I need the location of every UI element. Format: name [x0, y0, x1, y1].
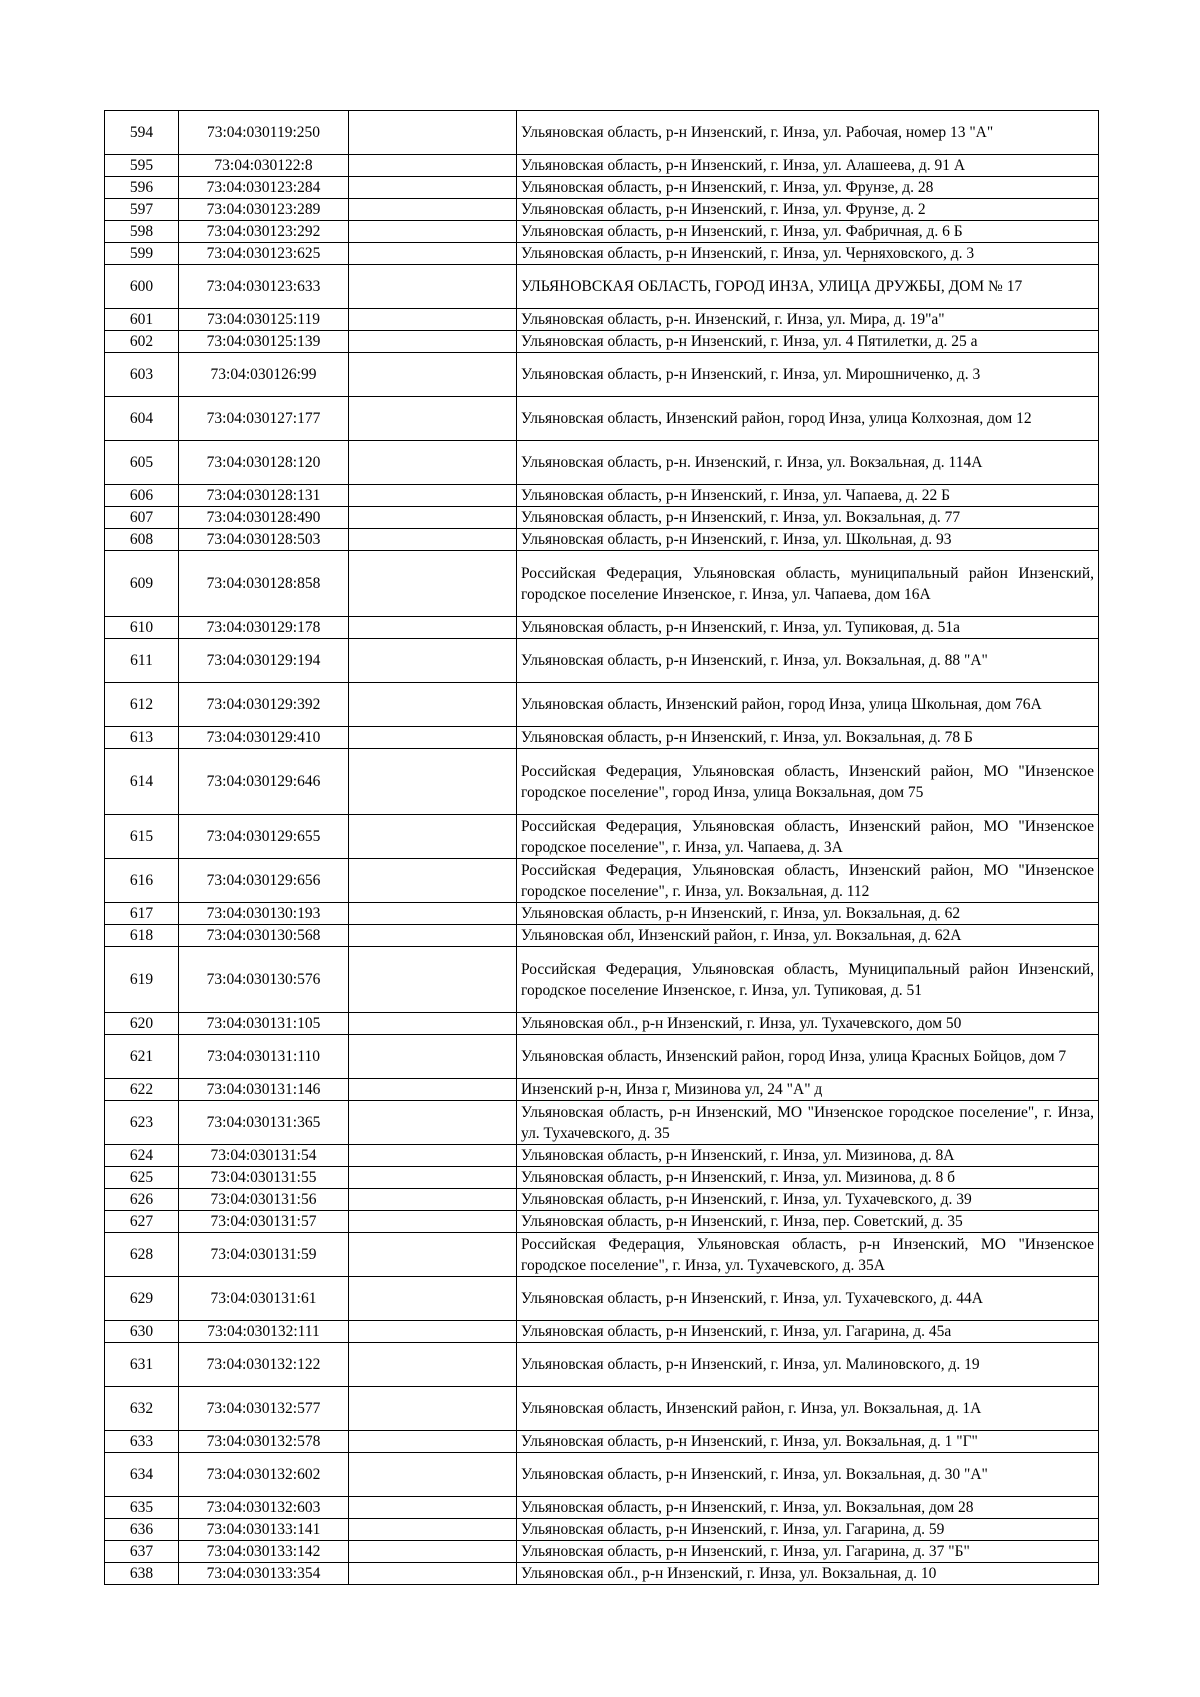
cadastral-number-cell: 73:04:030132:577	[179, 1387, 349, 1431]
table-row	[105, 749, 1099, 815]
table-row	[105, 1497, 1099, 1519]
address-cell: Ульяновская область, р-н Инзенский, г. Инза, ул. Алашеева, д. 91 А	[517, 155, 1099, 177]
table-row	[105, 903, 1099, 925]
cadastral-number-cell: 73:04:030123:633	[179, 265, 349, 309]
row-number-cell: 605	[105, 441, 179, 485]
row-number-cell: 601	[105, 309, 179, 331]
cadastral-number-cell: 73:04:030131:146	[179, 1079, 349, 1101]
row-number-cell: 603	[105, 353, 179, 397]
table-row	[105, 617, 1099, 639]
cadastral-number-cell: 73:04:030128:490	[179, 507, 349, 529]
cadastral-number-cell: 73:04:030130:576	[179, 947, 349, 1013]
table-row	[105, 815, 1099, 859]
empty-cell	[349, 265, 517, 309]
address-cell: Ульяновская область, р-н Инзенский, г. Инза, ул. Вокзальная, д. 1 "Г"	[517, 1431, 1099, 1453]
table-row	[105, 155, 1099, 177]
row-number-cell: 626	[105, 1189, 179, 1211]
row-number-cell: 614	[105, 749, 179, 815]
table-row	[105, 639, 1099, 683]
cadastral-number-cell: 73:04:030126:99	[179, 353, 349, 397]
row-number-cell: 613	[105, 727, 179, 749]
empty-cell	[349, 155, 517, 177]
row-number-cell: 620	[105, 1013, 179, 1035]
table-row	[105, 1277, 1099, 1321]
empty-cell	[349, 441, 517, 485]
address-cell: Ульяновская область, р-н Инзенский, г. Инза, ул. Малиновского, д. 19	[517, 1343, 1099, 1387]
row-number-cell: 630	[105, 1321, 179, 1343]
address-cell: Ульяновская область, р-н Инзенский, г. Инза, ул. Фрунзе, д. 28	[517, 177, 1099, 199]
table-row	[105, 485, 1099, 507]
table-row	[105, 1431, 1099, 1453]
table-row	[105, 727, 1099, 749]
table-row	[105, 1101, 1099, 1145]
row-number-cell: 609	[105, 551, 179, 617]
table-row	[105, 1079, 1099, 1101]
empty-cell	[349, 1189, 517, 1211]
row-number-cell: 596	[105, 177, 179, 199]
table-row	[105, 1233, 1099, 1277]
empty-cell	[349, 947, 517, 1013]
empty-cell	[349, 749, 517, 815]
cadastral-number-cell: 73:04:030129:646	[179, 749, 349, 815]
cadastral-number-cell: 73:04:030125:139	[179, 331, 349, 353]
cadastral-number-cell: 73:04:030129:410	[179, 727, 349, 749]
address-cell: Ульяновская область, Инзенский район, г. Инза, ул. Вокзальная, д. 1А	[517, 1387, 1099, 1431]
row-number-cell: 629	[105, 1277, 179, 1321]
cadastral-number-cell: 73:04:030122:8	[179, 155, 349, 177]
cadastral-number-cell: 73:04:030132:122	[179, 1343, 349, 1387]
address-cell: Ульяновская область, р-н Инзенский, г. Инза, ул. Гагарина, д. 45а	[517, 1321, 1099, 1343]
table-row	[105, 1387, 1099, 1431]
row-number-cell: 636	[105, 1519, 179, 1541]
address-cell: Российская Федерация, Ульяновская область, р-н Инзенский, МО "Инзенское городское поселение", г. Инза, ул. Тухачевского, д. 35А	[517, 1233, 1099, 1277]
row-number-cell: 623	[105, 1101, 179, 1145]
table-row	[105, 309, 1099, 331]
address-cell: Ульяновская область, р-н Инзенский, г. Инза, ул. Вокзальная, д. 88 "А"	[517, 639, 1099, 683]
cadastral-number-cell: 73:04:030131:59	[179, 1233, 349, 1277]
row-number-cell: 631	[105, 1343, 179, 1387]
registry-table-body	[105, 111, 1099, 1585]
address-cell: Российская Федерация, Ульяновская область, Муниципальный район Инзенский, городское поселение Инзенское, г. Инза, ул. Тупиковая, д. 51	[517, 947, 1099, 1013]
row-number-cell: 606	[105, 485, 179, 507]
empty-cell	[349, 221, 517, 243]
address-cell: Российская Федерация, Ульяновская область, Инзенский район, МО "Инзенское городское поселение", город Инза, улица Вокзальная, дом 75	[517, 749, 1099, 815]
row-number-cell: 610	[105, 617, 179, 639]
row-number-cell: 638	[105, 1563, 179, 1585]
cadastral-number-cell: 73:04:030123:625	[179, 243, 349, 265]
cadastral-number-cell: 73:04:030133:354	[179, 1563, 349, 1585]
empty-cell	[349, 1519, 517, 1541]
cadastral-number-cell: 73:04:030131:55	[179, 1167, 349, 1189]
cadastral-number-cell: 73:04:030131:54	[179, 1145, 349, 1167]
row-number-cell: 594	[105, 111, 179, 155]
table-row	[105, 1189, 1099, 1211]
row-number-cell: 612	[105, 683, 179, 727]
address-cell: Ульяновская область, р-н Инзенский, г. Инза, ул. Мизинова, д. 8А	[517, 1145, 1099, 1167]
row-number-cell: 597	[105, 199, 179, 221]
empty-cell	[349, 815, 517, 859]
cadastral-number-cell: 73:04:030129:194	[179, 639, 349, 683]
cadastral-number-cell: 73:04:030129:178	[179, 617, 349, 639]
row-number-cell: 632	[105, 1387, 179, 1431]
address-cell: УЛЬЯНОВСКАЯ ОБЛАСТЬ, ГОРОД ИНЗА, УЛИЦА ДРУЖБЫ, ДОМ № 17	[517, 265, 1099, 309]
address-cell: Ульяновская область, р-н Инзенский, г. Инза, ул. Тухачевского, д. 39	[517, 1189, 1099, 1211]
address-cell: Ульяновская область, Инзенский район, город Инза, улица Красных Бойцов, дом 7	[517, 1035, 1099, 1079]
empty-cell	[349, 1343, 517, 1387]
empty-cell	[349, 1321, 517, 1343]
row-number-cell: 608	[105, 529, 179, 551]
cadastral-number-cell: 73:04:030123:289	[179, 199, 349, 221]
row-number-cell: 628	[105, 1233, 179, 1277]
empty-cell	[349, 1497, 517, 1519]
address-cell: Ульяновская область, р-н Инзенский, МО "Инзенское городское поселение", г. Инза, ул. Тухачевского, д. 35	[517, 1101, 1099, 1145]
table-row	[105, 441, 1099, 485]
address-cell: Ульяновская область, р-н Инзенский, г. Инза, ул. Вокзальная, д. 62	[517, 903, 1099, 925]
row-number-cell: 611	[105, 639, 179, 683]
row-number-cell: 627	[105, 1211, 179, 1233]
row-number-cell: 619	[105, 947, 179, 1013]
empty-cell	[349, 177, 517, 199]
empty-cell	[349, 353, 517, 397]
table-row	[105, 1563, 1099, 1585]
table-row	[105, 925, 1099, 947]
table-row	[105, 331, 1099, 353]
address-cell: Ульяновская область, р-н Инзенский, г. Инза, ул. Вокзальная, д. 77	[517, 507, 1099, 529]
table-row	[105, 1211, 1099, 1233]
cadastral-number-cell: 73:04:030133:141	[179, 1519, 349, 1541]
address-cell: Ульяновская область, р-н Инзенский, г. Инза, ул. Школьная, д. 93	[517, 529, 1099, 551]
table-row	[105, 177, 1099, 199]
table-row	[105, 1541, 1099, 1563]
address-cell: Ульяновская область, р-н. Инзенский, г. Инза, ул. Мира, д. 19"а"	[517, 309, 1099, 331]
empty-cell	[349, 529, 517, 551]
cadastral-number-cell: 73:04:030129:655	[179, 815, 349, 859]
cadastral-number-cell: 73:04:030128:858	[179, 551, 349, 617]
table-row	[105, 1321, 1099, 1343]
empty-cell	[349, 1387, 517, 1431]
empty-cell	[349, 331, 517, 353]
address-cell: Ульяновская область, р-н Инзенский, г. Инза, пер. Советский, д. 35	[517, 1211, 1099, 1233]
empty-cell	[349, 859, 517, 903]
row-number-cell: 622	[105, 1079, 179, 1101]
cadastral-number-cell: 73:04:030128:503	[179, 529, 349, 551]
table-row	[105, 859, 1099, 903]
cadastral-number-cell: 73:04:030132:578	[179, 1431, 349, 1453]
row-number-cell: 617	[105, 903, 179, 925]
table-row	[105, 1145, 1099, 1167]
row-number-cell: 607	[105, 507, 179, 529]
address-cell: Ульяновская область, р-н Инзенский, г. Инза, ул. Чапаева, д. 22 Б	[517, 485, 1099, 507]
table-row	[105, 551, 1099, 617]
empty-cell	[349, 1211, 517, 1233]
empty-cell	[349, 1035, 517, 1079]
cadastral-number-cell: 73:04:030131:105	[179, 1013, 349, 1035]
cadastral-number-cell: 73:04:030125:119	[179, 309, 349, 331]
cadastral-number-cell: 73:04:030132:111	[179, 1321, 349, 1343]
row-number-cell: 618	[105, 925, 179, 947]
row-number-cell: 604	[105, 397, 179, 441]
empty-cell	[349, 617, 517, 639]
address-cell: Ульяновская область, р-н Инзенский, г. Инза, ул. Черняховского, д. 3	[517, 243, 1099, 265]
cadastral-number-cell: 73:04:030132:602	[179, 1453, 349, 1497]
empty-cell	[349, 199, 517, 221]
address-cell: Ульяновская обл., р-н Инзенский, г. Инза, ул. Вокзальная, д. 10	[517, 1563, 1099, 1585]
address-cell: Ульяновская обл, Инзенский район, г. Инза, ул. Вокзальная, д. 62А	[517, 925, 1099, 947]
table-row	[105, 111, 1099, 155]
row-number-cell: 602	[105, 331, 179, 353]
table-row	[105, 1519, 1099, 1541]
empty-cell	[349, 485, 517, 507]
row-number-cell: 637	[105, 1541, 179, 1563]
row-number-cell: 624	[105, 1145, 179, 1167]
address-cell: Российская Федерация, Ульяновская область, Инзенский район, МО "Инзенское городское поселение", г. Инза, ул. Вокзальная, д. 112	[517, 859, 1099, 903]
empty-cell	[349, 397, 517, 441]
empty-cell	[349, 1167, 517, 1189]
address-cell: Ульяновская область, р-н Инзенский, г. Инза, ул. Тухачевского, д. 44А	[517, 1277, 1099, 1321]
empty-cell	[349, 309, 517, 331]
cadastral-number-cell: 73:04:030131:57	[179, 1211, 349, 1233]
address-cell: Ульяновская обл., р-н Инзенский, г. Инза, ул. Тухачевского, дом 50	[517, 1013, 1099, 1035]
row-number-cell: 615	[105, 815, 179, 859]
address-cell: Ульяновская область, р-н Инзенский, г. Инза, ул. Фрунзе, д. 2	[517, 199, 1099, 221]
table-row	[105, 397, 1099, 441]
address-cell: Ульяновская область, Инзенский район, город Инза, улица Школьная, дом 76А	[517, 683, 1099, 727]
empty-cell	[349, 551, 517, 617]
table-row	[105, 1343, 1099, 1387]
empty-cell	[349, 639, 517, 683]
empty-cell	[349, 1431, 517, 1453]
row-number-cell: 633	[105, 1431, 179, 1453]
empty-cell	[349, 925, 517, 947]
table-row	[105, 243, 1099, 265]
address-cell: Ульяновская область, р-н Инзенский, г. Инза, ул. Фабричная, д. 6 Б	[517, 221, 1099, 243]
empty-cell	[349, 727, 517, 749]
address-cell: Ульяновская область, Инзенский район, город Инза, улица Колхозная, дом 12	[517, 397, 1099, 441]
table-row	[105, 1167, 1099, 1189]
address-cell: Ульяновская область, р-н Инзенский, г. Инза, ул. 4 Пятилетки, д. 25 а	[517, 331, 1099, 353]
row-number-cell: 600	[105, 265, 179, 309]
address-cell: Ульяновская область, р-н Инзенский, г. Инза, ул. Вокзальная, дом 28	[517, 1497, 1099, 1519]
row-number-cell: 598	[105, 221, 179, 243]
table-row	[105, 1453, 1099, 1497]
row-number-cell: 634	[105, 1453, 179, 1497]
row-number-cell: 621	[105, 1035, 179, 1079]
empty-cell	[349, 683, 517, 727]
table-row	[105, 683, 1099, 727]
table-row	[105, 353, 1099, 397]
cadastral-number-cell: 73:04:030128:120	[179, 441, 349, 485]
address-cell: Ульяновская область, р-н Инзенский, г. Инза, ул. Гагарина, д. 37 "Б"	[517, 1541, 1099, 1563]
row-number-cell: 635	[105, 1497, 179, 1519]
table-row	[105, 199, 1099, 221]
table-row	[105, 221, 1099, 243]
cadastral-number-cell: 73:04:030131:110	[179, 1035, 349, 1079]
cadastral-number-cell: 73:04:030132:603	[179, 1497, 349, 1519]
cadastral-number-cell: 73:04:030131:56	[179, 1189, 349, 1211]
empty-cell	[349, 1233, 517, 1277]
empty-cell	[349, 1563, 517, 1585]
empty-cell	[349, 1145, 517, 1167]
address-cell: Ульяновская область, р-н Инзенский, г. Инза, ул. Тупиковая, д. 51а	[517, 617, 1099, 639]
address-cell: Ульяновская область, р-н Инзенский, г. Инза, ул. Вокзальная, д. 30 "А"	[517, 1453, 1099, 1497]
cadastral-number-cell: 73:04:030129:392	[179, 683, 349, 727]
row-number-cell: 625	[105, 1167, 179, 1189]
empty-cell	[349, 507, 517, 529]
cadastral-number-cell: 73:04:030131:61	[179, 1277, 349, 1321]
empty-cell	[349, 111, 517, 155]
empty-cell	[349, 1079, 517, 1101]
address-cell: Российская Федерация, Ульяновская область, Инзенский район, МО "Инзенское городское поселение", г. Инза, ул. Чапаева, д. 3А	[517, 815, 1099, 859]
empty-cell	[349, 1013, 517, 1035]
property-registry-table	[104, 110, 1099, 1585]
row-number-cell: 595	[105, 155, 179, 177]
address-cell: Ульяновская область, р-н Инзенский, г. Инза, ул. Рабочая, номер 13 "А"	[517, 111, 1099, 155]
empty-cell	[349, 243, 517, 265]
cadastral-number-cell: 73:04:030128:131	[179, 485, 349, 507]
empty-cell	[349, 1277, 517, 1321]
table-row	[105, 529, 1099, 551]
address-cell: Ульяновская область, р-н Инзенский, г. Инза, ул. Мирошниченко, д. 3	[517, 353, 1099, 397]
row-number-cell: 599	[105, 243, 179, 265]
empty-cell	[349, 1101, 517, 1145]
row-number-cell: 616	[105, 859, 179, 903]
table-row	[105, 265, 1099, 309]
empty-cell	[349, 903, 517, 925]
table-row	[105, 1013, 1099, 1035]
cadastral-number-cell: 73:04:030123:292	[179, 221, 349, 243]
address-cell: Инзенский р-н, Инза г, Мизинова ул, 24 "А" д	[517, 1079, 1099, 1101]
cadastral-number-cell: 73:04:030130:193	[179, 903, 349, 925]
empty-cell	[349, 1541, 517, 1563]
address-cell: Ульяновская область, р-н Инзенский, г. Инза, ул. Мизинова, д. 8 б	[517, 1167, 1099, 1189]
address-cell: Ульяновская область, р-н. Инзенский, г. Инза, ул. Вокзальная, д. 114А	[517, 441, 1099, 485]
cadastral-number-cell: 73:04:030129:656	[179, 859, 349, 903]
cadastral-number-cell: 73:04:030133:142	[179, 1541, 349, 1563]
cadastral-number-cell: 73:04:030130:568	[179, 925, 349, 947]
cadastral-number-cell: 73:04:030119:250	[179, 111, 349, 155]
address-cell: Ульяновская область, р-н Инзенский, г. Инза, ул. Вокзальная, д. 78 Б	[517, 727, 1099, 749]
cadastral-number-cell: 73:04:030131:365	[179, 1101, 349, 1145]
cadastral-number-cell: 73:04:030123:284	[179, 177, 349, 199]
table-row	[105, 507, 1099, 529]
cadastral-number-cell: 73:04:030127:177	[179, 397, 349, 441]
table-row	[105, 947, 1099, 1013]
address-cell: Ульяновская область, р-н Инзенский, г. Инза, ул. Гагарина, д. 59	[517, 1519, 1099, 1541]
address-cell: Российская Федерация, Ульяновская область, муниципальный район Инзенский, городское поселение Инзенское, г. Инза, ул. Чапаева, дом 16А	[517, 551, 1099, 617]
empty-cell	[349, 1453, 517, 1497]
table-row	[105, 1035, 1099, 1079]
